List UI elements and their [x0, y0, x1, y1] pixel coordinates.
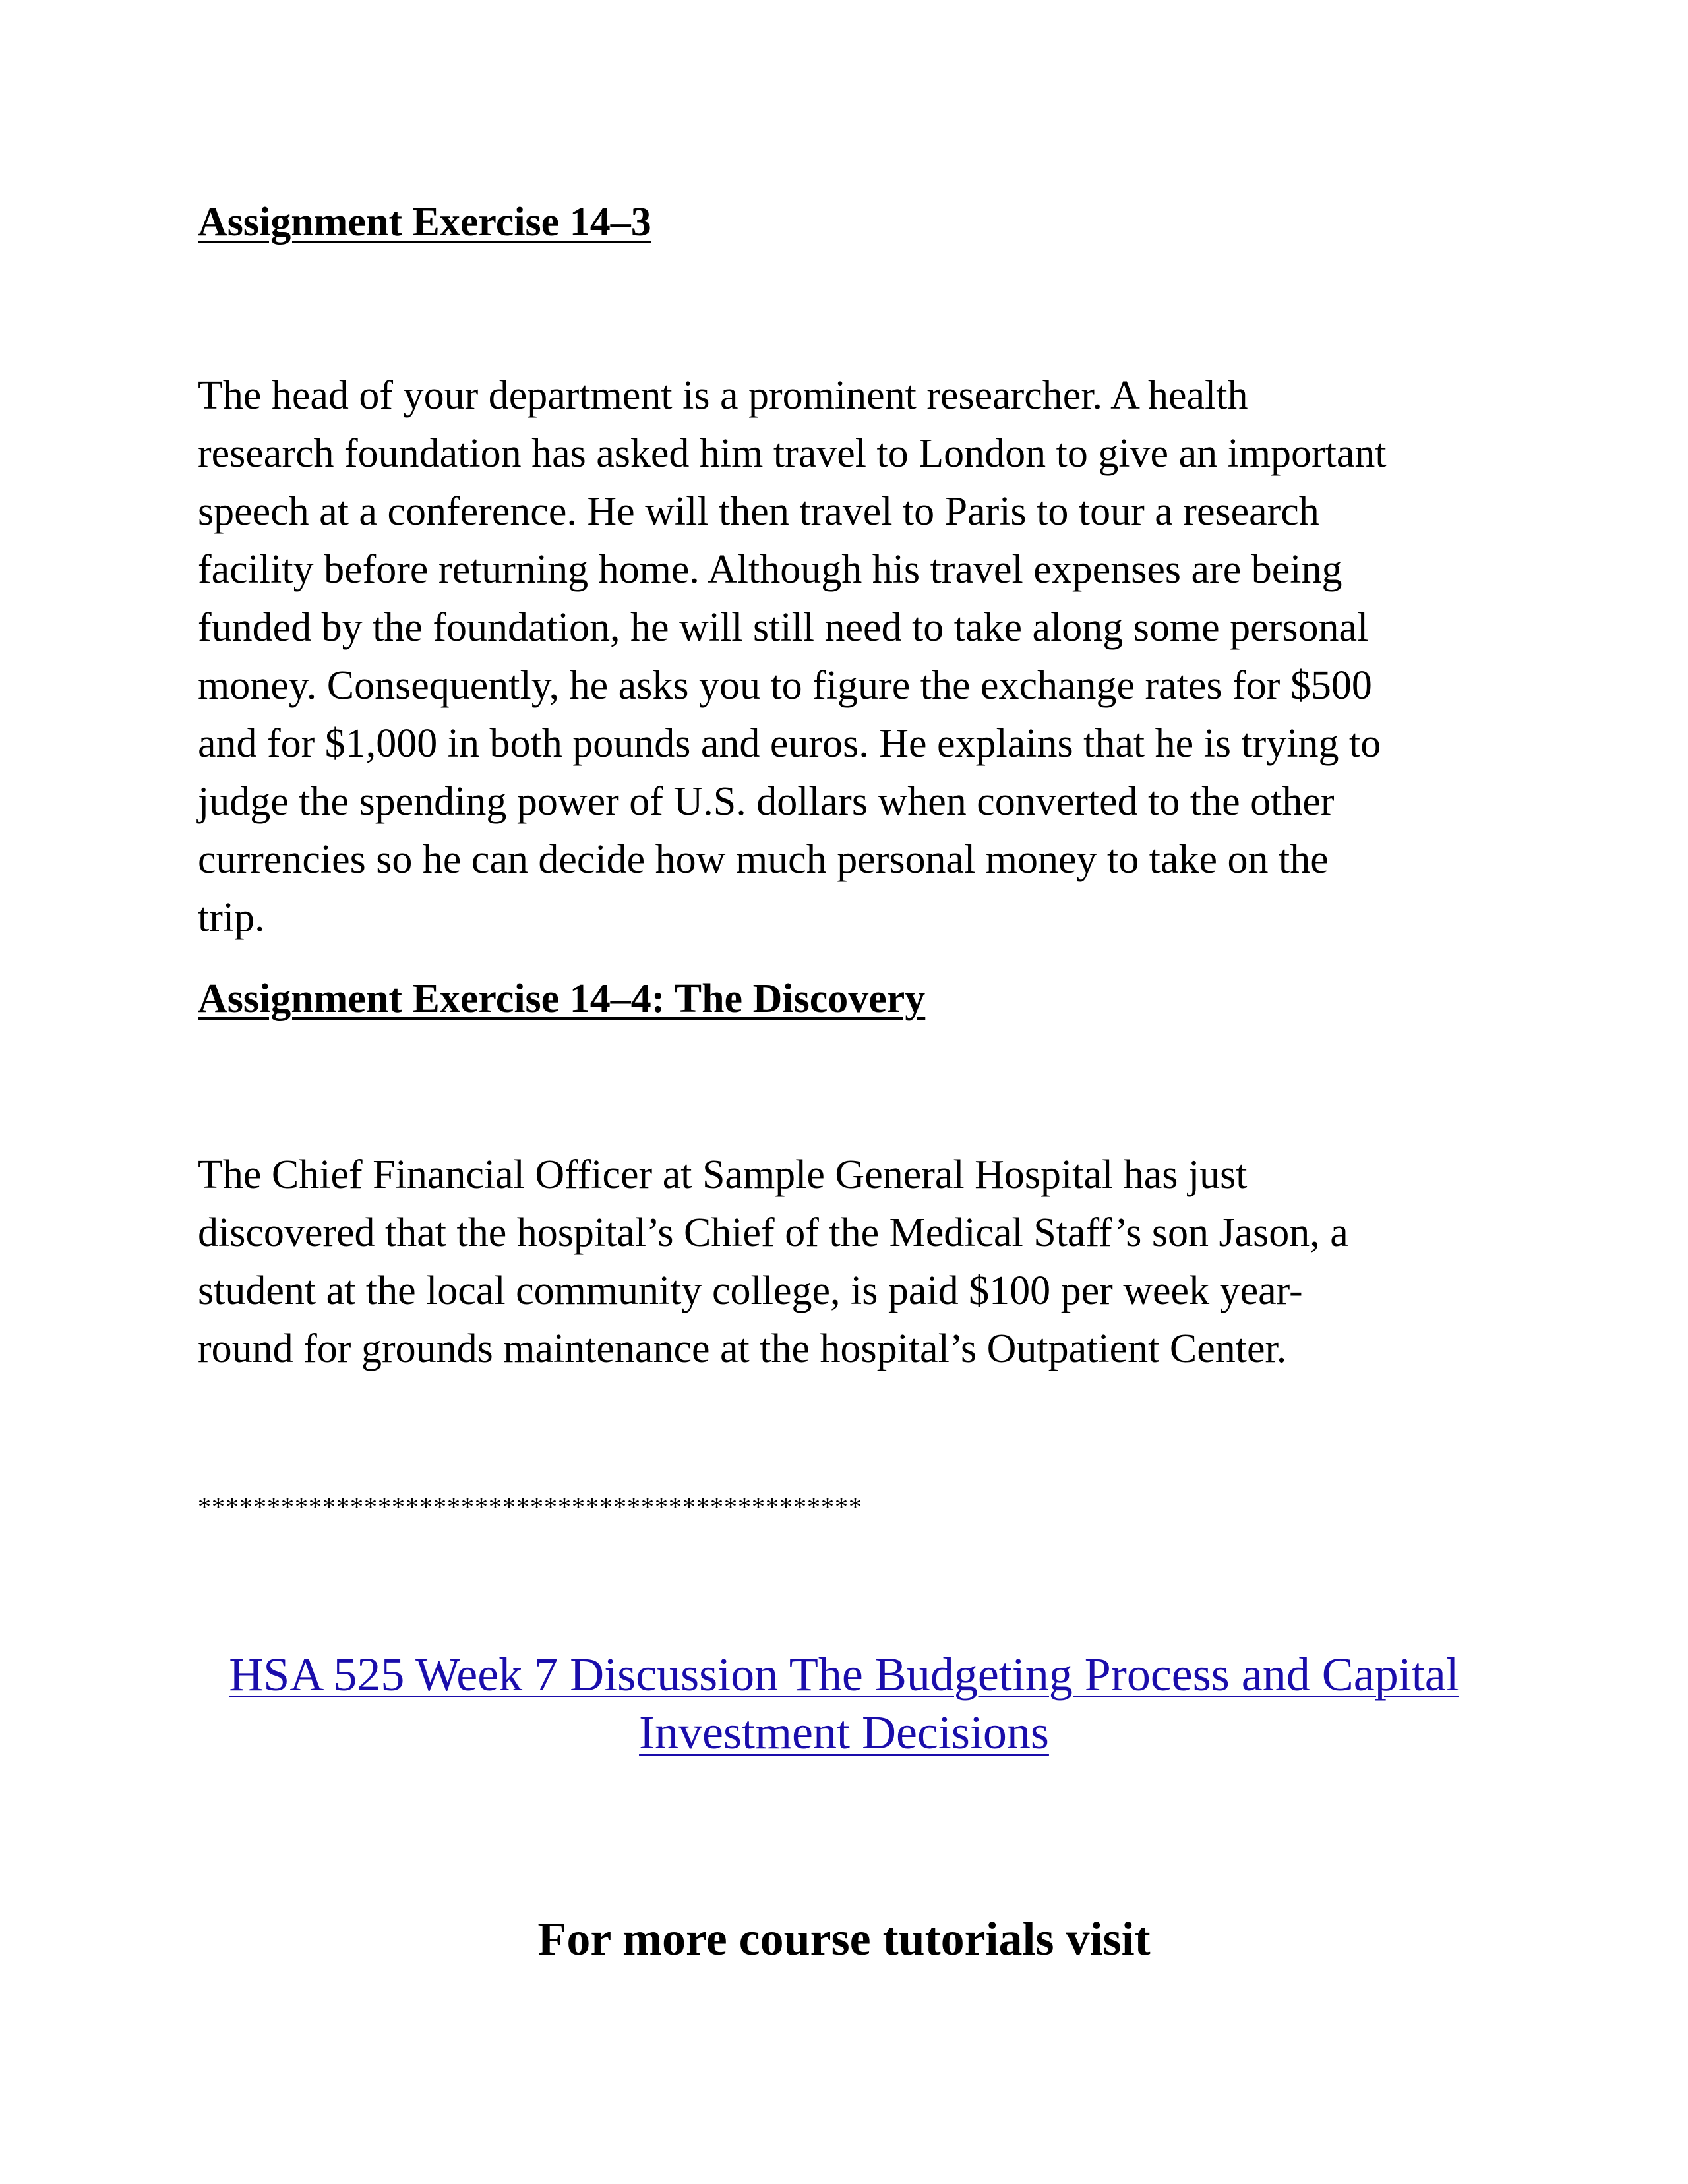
paragraph-line: student at the local community college, is paid $100 per week year- [198, 1268, 1303, 1313]
paragraph-line: research foundation has asked him travel to London to give an important [198, 431, 1387, 476]
course-link-line[interactable]: Investment Decisions [639, 1706, 1049, 1759]
paragraph-line: round for grounds maintenance at the hospital’s Outpatient Center. [198, 1326, 1287, 1371]
exercise-14-3-heading: Assignment Exercise 14–3 [198, 200, 651, 245]
course-link-line[interactable]: HSA 525 Week 7 Discussion The Budgeting Process and Capital [229, 1648, 1459, 1701]
course-discussion-link[interactable] [0, 1645, 1688, 1761]
footer-heading: For more course tutorials visit [537, 1912, 1151, 1965]
exercise-14-3-paragraph [198, 367, 1517, 947]
paragraph-line: and for $1,000 in both pounds and euros. He explains that he is trying to [198, 721, 1381, 766]
paragraph-line: The head of your department is a prominent researcher. A health [198, 373, 1248, 418]
paragraph-line: funded by the foundation, he will still need to take along some personal [198, 605, 1369, 650]
asterisk-separator: ************************************************ [198, 1492, 862, 1521]
paragraph-line: speech at a conference. He will then travel to Paris to tour a research [198, 489, 1319, 534]
paragraph-line: discovered that the hospital’s Chief of the Medical Staff’s son Jason, a [198, 1210, 1348, 1255]
course-link-block [0, 1645, 1688, 1761]
paragraph-line: money. Consequently, he asks you to figure the exchange rates for $500 [198, 663, 1372, 708]
paragraph-line: The Chief Financial Officer at Sample General Hospital has just [198, 1152, 1248, 1197]
paragraph-line: trip. [198, 895, 265, 940]
paragraph-line: currencies so he can decide how much personal money to take on the [198, 837, 1329, 882]
paragraph-line: judge the spending power of U.S. dollars when converted to the other [198, 779, 1335, 824]
paragraph-line: facility before returning home. Although his travel expenses are being [198, 547, 1342, 592]
exercise-14-4-paragraph [198, 1146, 1517, 1378]
exercise-14-4-heading: Assignment Exercise 14–4: The Discovery [198, 976, 926, 1021]
